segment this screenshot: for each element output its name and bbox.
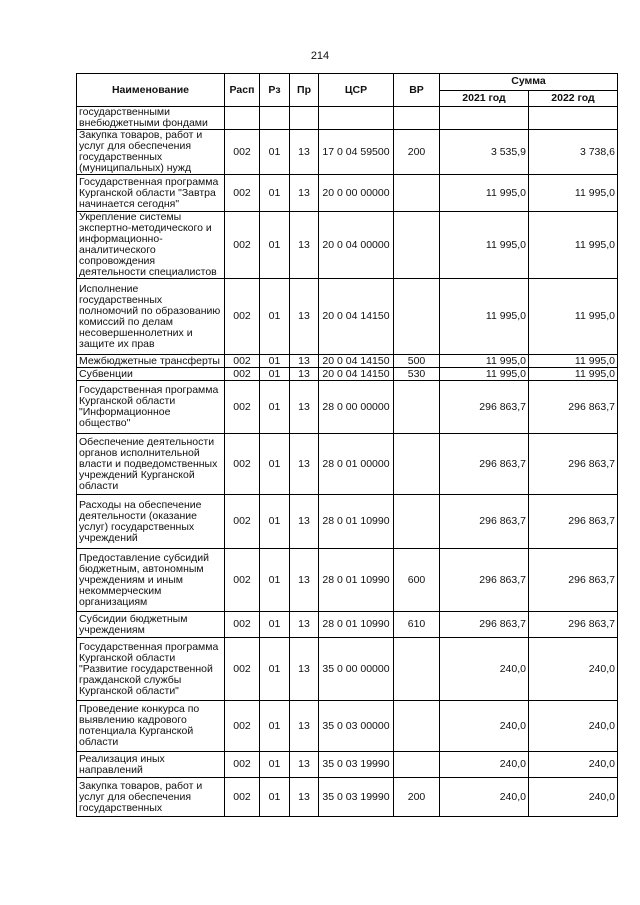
row-rasp: 002 xyxy=(225,778,260,817)
row-csr: 28 0 01 10990 xyxy=(319,612,394,638)
row-name: Реализация иных направлений xyxy=(77,752,225,778)
table-row xyxy=(77,130,618,175)
row-amount-2022: 296 863,7 xyxy=(529,612,618,638)
row-rasp: 002 xyxy=(225,212,260,279)
row-vr xyxy=(394,701,440,752)
row-csr: 20 0 00 00000 xyxy=(319,175,394,212)
row-vr xyxy=(394,381,440,434)
row-amount-2022: 296 863,7 xyxy=(529,434,618,495)
row-csr: 28 0 01 10990 xyxy=(319,495,394,549)
row-rz: 01 xyxy=(260,175,290,212)
row-pr: 13 xyxy=(290,175,319,212)
row-rz: 01 xyxy=(260,130,290,175)
row-pr: 13 xyxy=(290,612,319,638)
row-amount-2021: 11 995,0 xyxy=(440,279,529,355)
row-csr: 20 0 04 00000 xyxy=(319,212,394,279)
row-name: Государственная программа Курганской области "Информационное общество" xyxy=(77,381,225,434)
table-row xyxy=(77,752,618,778)
row-vr xyxy=(394,495,440,549)
row-amount-2022: 296 863,7 xyxy=(529,381,618,434)
row-rasp: 002 xyxy=(225,368,260,381)
budget-table xyxy=(76,73,618,817)
row-amount-2022: 240,0 xyxy=(529,701,618,752)
row-rasp: 002 xyxy=(225,279,260,355)
row-amount-2021: 296 863,7 xyxy=(440,434,529,495)
header-year-2021: 2021 год xyxy=(440,90,529,107)
table-row xyxy=(77,549,618,612)
row-rasp: 002 xyxy=(225,355,260,368)
row-name: Укрепление системы экспертно-методического и информационно-аналитического сопровождения деятельности специалистов xyxy=(77,212,225,279)
row-rz: 01 xyxy=(260,212,290,279)
table-row xyxy=(77,107,618,130)
row-amount-2021: 296 863,7 xyxy=(440,612,529,638)
row-name: Субсидии бюджетным учреждениям xyxy=(77,612,225,638)
row-amount-2021: 296 863,7 xyxy=(440,381,529,434)
row-amount-2021 xyxy=(440,107,529,130)
row-pr: 13 xyxy=(290,434,319,495)
row-vr xyxy=(394,638,440,701)
row-csr: 20 0 04 14150 xyxy=(319,355,394,368)
row-rasp: 002 xyxy=(225,381,260,434)
row-rz: 01 xyxy=(260,549,290,612)
row-amount-2021: 240,0 xyxy=(440,701,529,752)
row-amount-2022: 11 995,0 xyxy=(529,212,618,279)
page-number: 214 xyxy=(310,50,330,62)
row-amount-2022 xyxy=(529,107,618,130)
table-row xyxy=(77,612,618,638)
row-rasp: 002 xyxy=(225,638,260,701)
header-rasp: Расп xyxy=(225,74,260,107)
row-rasp: 002 xyxy=(225,130,260,175)
header-rz: Рз xyxy=(260,74,290,107)
row-rz: 01 xyxy=(260,778,290,817)
row-amount-2022: 240,0 xyxy=(529,778,618,817)
row-amount-2022: 11 995,0 xyxy=(529,175,618,212)
row-vr xyxy=(394,434,440,495)
row-rasp: 002 xyxy=(225,752,260,778)
row-rasp xyxy=(225,107,260,130)
row-pr: 13 xyxy=(290,355,319,368)
row-rz: 01 xyxy=(260,355,290,368)
row-amount-2022: 240,0 xyxy=(529,638,618,701)
row-name: Межбюджетные трансферты xyxy=(77,355,225,368)
row-name: Проведение конкурса по выявлению кадрового потенциала Курганской области xyxy=(77,701,225,752)
table-row xyxy=(77,279,618,355)
row-amount-2021: 296 863,7 xyxy=(440,495,529,549)
row-rz: 01 xyxy=(260,279,290,355)
row-amount-2022: 11 995,0 xyxy=(529,368,618,381)
row-vr: 610 xyxy=(394,612,440,638)
row-pr: 13 xyxy=(290,638,319,701)
row-vr xyxy=(394,175,440,212)
row-rasp: 002 xyxy=(225,612,260,638)
table-row xyxy=(77,434,618,495)
row-amount-2021: 240,0 xyxy=(440,778,529,817)
row-rasp: 002 xyxy=(225,549,260,612)
row-name: Предоставление субсидий бюджетным, автономным учреждениям и иным некоммерческим организациям xyxy=(77,549,225,612)
row-amount-2022: 296 863,7 xyxy=(529,549,618,612)
header-sum: Сумма xyxy=(440,74,618,91)
row-rz: 01 xyxy=(260,638,290,701)
row-name: Исполнение государственных полномочий по образованию комиссий по делам несовершеннолетних и защите их прав xyxy=(77,279,225,355)
row-csr: 35 0 03 00000 xyxy=(319,701,394,752)
header-csr: ЦСР xyxy=(319,74,394,107)
table-row xyxy=(77,175,618,212)
row-pr: 13 xyxy=(290,381,319,434)
row-amount-2022: 11 995,0 xyxy=(529,279,618,355)
row-rz: 01 xyxy=(260,701,290,752)
row-name: Субвенции xyxy=(77,368,225,381)
row-amount-2022: 240,0 xyxy=(529,752,618,778)
row-vr: 530 xyxy=(394,368,440,381)
row-rasp: 002 xyxy=(225,495,260,549)
header-vr: ВР xyxy=(394,74,440,107)
row-rasp: 002 xyxy=(225,701,260,752)
row-rasp: 002 xyxy=(225,175,260,212)
row-amount-2021: 11 995,0 xyxy=(440,355,529,368)
row-csr: 35 0 03 19990 xyxy=(319,778,394,817)
row-pr: 13 xyxy=(290,752,319,778)
row-amount-2021: 296 863,7 xyxy=(440,549,529,612)
row-rz xyxy=(260,107,290,130)
row-rz: 01 xyxy=(260,752,290,778)
table-body xyxy=(77,107,618,817)
row-rz: 01 xyxy=(260,495,290,549)
row-pr: 13 xyxy=(290,368,319,381)
row-vr xyxy=(394,212,440,279)
row-csr: 35 0 00 00000 xyxy=(319,638,394,701)
row-name: государственными внебюджетными фондами xyxy=(77,107,225,130)
table-row xyxy=(77,638,618,701)
row-pr: 13 xyxy=(290,212,319,279)
row-amount-2022: 296 863,7 xyxy=(529,495,618,549)
row-vr: 200 xyxy=(394,778,440,817)
row-name: Расходы на обеспечение деятельности (оказание услуг) государственных учреждений xyxy=(77,495,225,549)
table-row xyxy=(77,778,618,817)
row-amount-2021: 240,0 xyxy=(440,752,529,778)
row-amount-2022: 3 738,6 xyxy=(529,130,618,175)
row-pr: 13 xyxy=(290,701,319,752)
row-amount-2021: 3 535,9 xyxy=(440,130,529,175)
row-amount-2022: 11 995,0 xyxy=(529,355,618,368)
row-vr xyxy=(394,107,440,130)
table-row xyxy=(77,368,618,381)
row-amount-2021: 11 995,0 xyxy=(440,368,529,381)
row-csr: 28 0 01 00000 xyxy=(319,434,394,495)
row-name: Закупка товаров, работ и услуг для обеспечения государственных xyxy=(77,778,225,817)
table-row xyxy=(77,381,618,434)
row-csr: 17 0 04 59500 xyxy=(319,130,394,175)
row-rz: 01 xyxy=(260,612,290,638)
row-pr: 13 xyxy=(290,778,319,817)
row-vr xyxy=(394,752,440,778)
table-row xyxy=(77,212,618,279)
row-pr: 13 xyxy=(290,495,319,549)
row-rz: 01 xyxy=(260,434,290,495)
row-rz: 01 xyxy=(260,381,290,434)
table-row xyxy=(77,355,618,368)
header-year-2022: 2022 год xyxy=(529,90,618,107)
header-name: Наименование xyxy=(77,74,225,107)
row-amount-2021: 11 995,0 xyxy=(440,212,529,279)
row-vr xyxy=(394,279,440,355)
row-name: Обеспечение деятельности органов исполнительной власти и подведомственных учреждений Курганской области xyxy=(77,434,225,495)
row-pr: 13 xyxy=(290,549,319,612)
row-csr: 20 0 04 14150 xyxy=(319,368,394,381)
row-amount-2021: 11 995,0 xyxy=(440,175,529,212)
header-pr: Пр xyxy=(290,74,319,107)
row-pr xyxy=(290,107,319,130)
row-csr xyxy=(319,107,394,130)
row-rz: 01 xyxy=(260,368,290,381)
row-vr: 600 xyxy=(394,549,440,612)
row-pr: 13 xyxy=(290,130,319,175)
row-amount-2021: 240,0 xyxy=(440,638,529,701)
row-name: Государственная программа Курганской области "Развитие государственной гражданской службы Курганской области" xyxy=(77,638,225,701)
row-csr: 35 0 03 19990 xyxy=(319,752,394,778)
row-pr: 13 xyxy=(290,279,319,355)
table-row xyxy=(77,495,618,549)
row-csr: 28 0 01 10990 xyxy=(319,549,394,612)
row-name: Государственная программа Курганской области "Завтра начинается сегодня" xyxy=(77,175,225,212)
table-row xyxy=(77,701,618,752)
row-csr: 20 0 04 14150 xyxy=(319,279,394,355)
row-vr: 500 xyxy=(394,355,440,368)
row-csr: 28 0 00 00000 xyxy=(319,381,394,434)
row-rasp: 002 xyxy=(225,434,260,495)
row-name: Закупка товаров, работ и услуг для обеспечения государственных (муниципальных) нужд xyxy=(77,130,225,175)
row-vr: 200 xyxy=(394,130,440,175)
header-row-top xyxy=(77,74,618,91)
